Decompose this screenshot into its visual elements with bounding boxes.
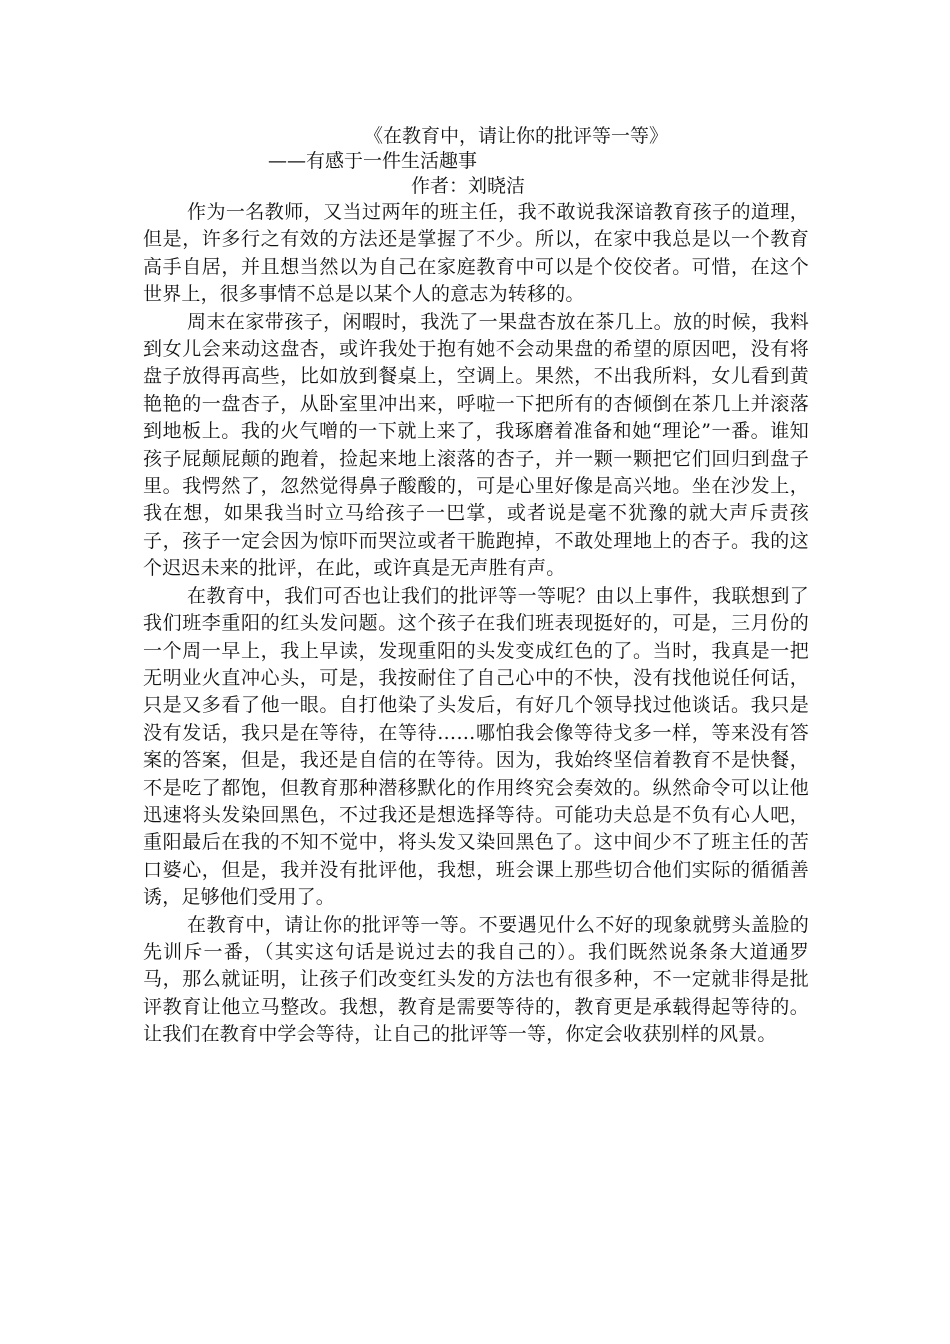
paragraph-2: 周末在家带孩子，闲暇时，我洗了一果盘杏放在茶几上。放的时候，我料到女儿会来动这盘杏，或许我处于抱有她不会动果盘的希望的原因吧，没有将盘子放得再高些，比如放到餐桌上，空调上。果然，不出我所料，女儿看到黄艳艳的一盘杏子，从卧室里冲出来，呼啦一下把所有的杏倾倒在茶几上并滚落到地板上。我的火气噌的一下就上来了，我琢磨着准备和她“理论”一番。谁知孩子屁颠屁颠的跑着，捡起来地上滚落的杏子，并一颗一颗把它们回归到盘子里。我愕然了，忽然觉得鼻子酸酸的，可是心里好像是高兴地。坐在沙发上，我在想，如果我当时立马给孩子一巴掌，或者说是毫不犹豫的就大声斥责孩子，孩子一定会因为惊吓而哭泣或者干脆跑掉，不敢处理地上的杏子。我的这个迟迟未来的批评，在此，或许真是无声胜有声。 (143, 310, 809, 580)
paragraph-3: 在教育中，我们可否也让我们的批评等一等呢？由以上事件，我联想到了我们班李重阳的红头发问题。这个孩子在我们班表现挺好的，可是，三月份的一个周一早上，我上早读，发现重阳的头发变成红色的了。当时，我真是一把无明业火直冲心头，可是，我按耐住了自己心中的不快，没有找他说任何话，只是又多看了他一眼。自打他染了头发后，有好几个领导找过他谈话。我只是没有发话，我只是在等待，在等待……哪怕我会像等待戈多一样，等来没有答案的答案，但是，我还是自信的在等待。因为，我始终坚信着教育不是快餐，不是吃了都饱，但教育那种潜移默化的作用终究会奏效的。纵然命令可以让他迅速将头发染回黑色，不过我还是想选择等待。可能功夫总是不负有心人吧，重阳最后在我的不知不觉中，将头发又染回黑色了。这中间少不了班主任的苦口婆心，但是，我并没有批评他，我想，班会课上那些切合他们实际的循循善诱，足够他们受用了。 (143, 584, 809, 909)
title-block (143, 124, 809, 199)
document-title: 《在教育中，请让你的批评等一等》 (363, 125, 668, 147)
document-author: 作者：刘晓洁 (411, 175, 526, 197)
paragraph-1: 作为一名教师，又当过两年的班主任，我不敢说我深谙教育孩子的道理，但是，许多行之有效的方法还是掌握了不少。所以，在家中我总是以一个教育高手自居，并且想当然以为自己在家庭教育中可以是个佼佼者。可惜，在这个世界上，很多事情不总是以某个人的意志为转移的。 (143, 201, 809, 306)
paragraph-4: 在教育中，请让你的批评等一等。不要遇见什么不好的现象就劈头盖脸的先训斥一番，（其实这句话是说过去的我自己的）。我们既然说条条大道通罗马，那么就证明，让孩子们改变红头发的方法也有很多种，不一定就非得是批评教育让他立马整改。我想，教育是需要等待的，教育更是承载得起等待的。让我们在教育中学会等待，让自己的批评等一等，你定会收获别样的风景。 (143, 913, 809, 1046)
document-subtitle: ——有感于一件生活趣事 (268, 150, 478, 172)
document-content (143, 124, 809, 1049)
